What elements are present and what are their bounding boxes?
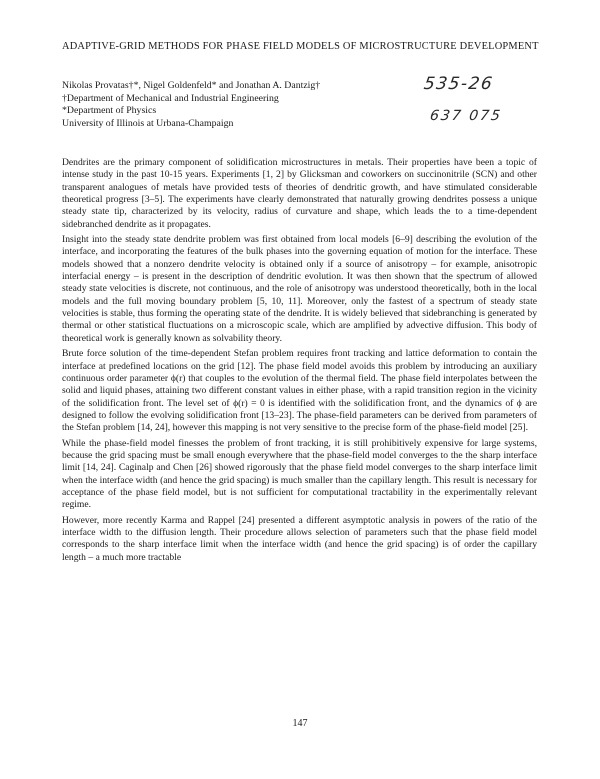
- paragraph-karma-rappel: However, more recently Karma and Rappel [24] presented a different asymptotic analysis in powers of the ratio of the interface width to the diffusion length. Their procedure allows selection of parameters such that the phase field model corresponds to the sharp interface limit when the interface width (and hence the grid spacing) is of order the capillary length – a much more tractable: [62, 514, 537, 563]
- paragraph-cost: While the phase-field model finesses the problem of front tracking, it is still prohibitively expensive for large systems, because the grid spacing must be small enough everywhere that the phase-field model converges to the the sharp interface limit [14, 24]. Caginalp and Chen [26] showed rigorously that the phase field model converges to the sharp interface limit when the interface width (and hence the grid spacing) is much smaller than the capillary length. This result is necessary for acceptance of the phase field model, but is not sufficient for computational tractability in the experimentally relevant regime.: [62, 437, 537, 511]
- page-number: 147: [292, 718, 308, 729]
- paragraph-phase-field: Brute force solution of the time-dependent Stefan problem requires front tracking and lattice deformation to contain the interface at predefined locations on the grid [12]. The phase field model avoids this problem by introducing an auxiliary continuous order parameter ϕ(r) that couples to the evolution of the thermal field. The phase field interpolates between the solid and liquid phases, attaining two different constant values in either phase, with a rapid transition region in the vicinity of the solidification front. The level set of ϕ(r) = 0 is identified with the solidification front, and the dynamics of ϕ are designed to follow the evolving solidification front [13–23]. The phase-field parameters can be derived from parameters of the Stefan problem [14, 24], however this mapping is not very sensitive to the precise form of the phase-field model [25].: [62, 348, 537, 434]
- author-names: Nikolas Provatas†*, Nigel Goldenfeld* and Jonathan A. Dantzig†: [62, 80, 321, 91]
- paragraph-steady-state: Insight into the steady state dendrite problem was first obtained from local models [6–9] describing the evolution of the interface, and incorporating the features of the bulk phases into the governing equation of motion for the interface. These models showed that a nonzero dendrite velocity is obtained only if a source of anisotropy – for example, anisotropic interfacial energy – is present in the description of dendritic evolution. It was then shown that the spectrum of allowed steady state velocities is discrete, not continuous, and the role of anisotropy was understood theoretically, both in the local models and the full moving boundary problem [5, 10, 11]. Moreover, only the fastest of a spectrum of steady state velocities is stable, thus forming the operating state of the dendrite. It is widely believed that sidebranching is generated by thermal or other statistical fluctuations on a microscopic scale, which are amplified by advective diffusion. This body of theoretical work is generally known as solvability theory.: [62, 234, 537, 344]
- affiliation-mechanical: †Department of Mechanical and Industrial Engineering: [62, 92, 279, 104]
- handwritten-annotation-1: 535-26: [422, 74, 495, 94]
- affiliation-physics: *Department of Physics: [62, 105, 157, 117]
- affiliation-university: University of Illinois at Urbana-Champaign: [62, 117, 234, 129]
- author-block: [62, 80, 402, 130]
- paper-body: [62, 157, 537, 567]
- paper-title: ADAPTIVE-GRID METHODS FOR PHASE FIELD MODELS OF MICROSTRUCTURE DEVELOPMENT: [62, 41, 539, 52]
- paragraph-intro: Dendrites are the primary component of solidification microstructures in metals. Their properties have been a topic of intense study in the past 10-15 years. Experiments [1, 2] by Glicksman and coworkers on succinonitrile (SCN) and other transparent analogues of metals have provided tests of theories of dendritic growth, and have stimulated considerable theoretical progress [3–5]. The experiments have clearly demonstrated that naturally growing dendrites possess a unique steady state tip, characterized by its velocity, radius of curvature and shape, which leads the to a time-dependent sidebranched dendrite as it propagates.: [62, 157, 537, 230]
- handwritten-annotation-2: 637 075: [428, 108, 504, 124]
